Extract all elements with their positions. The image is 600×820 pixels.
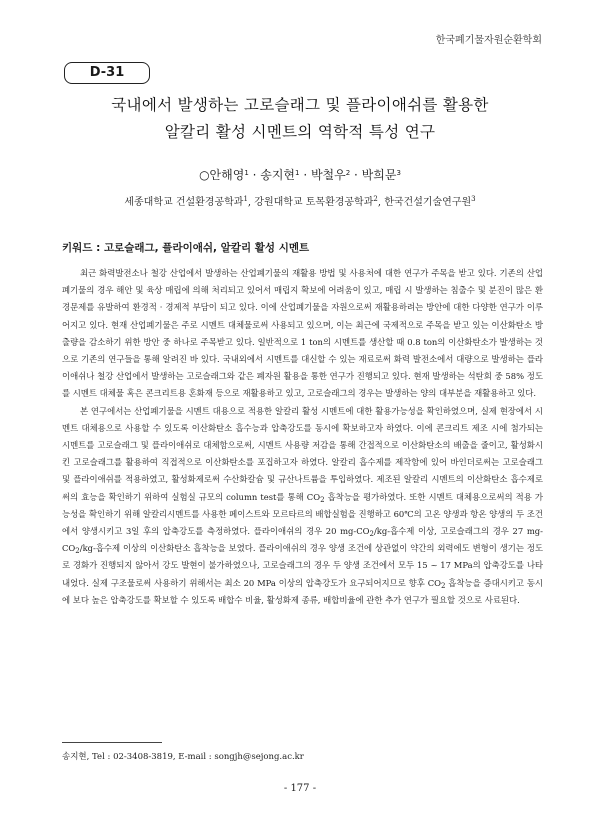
paragraph-2 [62, 403, 543, 609]
co2-subscript: 2 [75, 547, 80, 556]
keywords-text: 고로슬래그, 플라이애쉬, 알칼리 활성 시멘트 [103, 242, 310, 254]
author-separator: · [350, 168, 362, 182]
co2-subscript: 2 [440, 581, 446, 590]
footnote-divider [62, 742, 162, 743]
author-separator: · [248, 168, 261, 182]
author-affil-mark: 1 [244, 169, 249, 177]
paragraph-1: 최근 화력발전소나 철강 산업에서 발생하는 산업폐기물의 재활용 방법 및 사용처에 대한 연구가 주목을 받고 있다. 기존의 산업폐기물의 경우 해안 및 육상 매립에 의해 처리되고 있어서 매립지 확보에 어려움이 있고, 매립 시 발생하는 침출수 및 분진이 많은 환경문제를 유발하여 환경적 · 경제적 부담이 되고 있다. 이에 산업폐기물을 자원으로써 재활용하려는 방안에 대한 다양한 연구가 이루어지고 있다. 현재 산업폐기물은 주로 시멘트 대체물로써 사용되고 있으며, 이는 최근에 국제적으로 주목을 받고 있는 이산화탄소 방출량을 감소하기 위한 방안 중 하나로 주목받고 있다. 일반적으로 1 ton의 시멘트를 생산할 때 0.8 ton의 이산화탄소가 발생하는 것으로 기존의 연구들을 통해 알려진 바 있다. 국내외에서 시멘트를 대신할 수 있는 재료로써 화력 발전소에서 대량으로 발생하는 플라이애쉬나 철강 산업에서 발생하는 고로슬래그와 같은 폐자원 활용을 통한 연구가 진행되고 있다. 현재 발생하는 석탄회 중 58% 정도를 시멘트 대체물 혹은 콘크리트용 혼화재 등으로 재활용하고 있고, 고로슬래그의 경우는 발생하는 양의 대부분을 재활용하고 있다. [62, 268, 543, 399]
author-separator: · [299, 168, 311, 182]
author-affil-mark: 1 [295, 169, 300, 177]
affiliation-mark: 1 [243, 195, 248, 203]
affiliation-list: 세종대학교 건설환경공학과$^1$, 강원대학교 토목환경공학과$^2$, 한국건설기술연구원$^3$ [124, 195, 476, 208]
keywords-line [62, 240, 540, 255]
author-name: 박철우 [310, 168, 346, 182]
journal-header: 한국폐기물자원순환학회 [435, 35, 542, 46]
affiliation: 강원대학교 토목환경공학과 [254, 197, 374, 208]
affiliation-mark: 2 [373, 195, 378, 203]
corresponding-author-footnote: 송지현, Tel : 02-3408-3819, E-mail : songjh@sejong.ac.kr [62, 752, 304, 762]
affiliation: 한국건설기술연구원 [384, 197, 472, 208]
author-list [40, 166, 560, 183]
author-affil-mark: 2 [345, 169, 351, 177]
paragraph-2-part-e: 흡착능을 증대시키고 동시에 보다 높은 압축강도를 확보할 수 있도록 배합수 비율, 활성화제 종류, 배합비율에 관한 추가 연구가 필요할 것으로 사료된다. [62, 577, 544, 605]
paragraph-2-part-b: 흡착능을 평가하였다. 또한 시멘트 대체용으로써의 적용 가능성을 확인하기 위해 알칼리시멘트를 사용한 페이스트와 모르타르의 배합실험을 진행하고 60℃의 고온 양생과 항온 양생의 두 조건에서 양생시키고 3일 후의 압축강도를 측정하였다. 플라이애쉬의 경우 20 mg-CO [62, 491, 543, 537]
affiliation-mark: 3 [471, 195, 476, 203]
author-affil-mark: 3 [396, 169, 401, 177]
author-name: ○안해영 [199, 168, 245, 182]
paper-title-line-1: 국내에서 발생하는 고로슬래그 및 플라이애쉬를 활용한 [111, 96, 489, 114]
paper-code-badge: D-31 [64, 62, 150, 84]
paragraph-2-part-d: /kg-흡수제 이상의 이산화탄소 흡착능을 보였다. 플라이애쉬의 경우 양생 조건에 상관없이 약간의 외력에도 변형이 생기는 정도로 경화가 진행되지 않아서 강도 발현이 불가하였으나, 고로슬래그의 경우 두 양생 조건에서 모두 15 ~ 17 MPa의 압축강도를 나타내었다. 실제 구조물로써 사용하기 위해서는 최소 20 MPa 이상의 압축강도가 요구되어지므로 향후 CO [62, 543, 543, 588]
affiliation: 세종대학교 건설환경공학과 [124, 197, 244, 208]
co2-subscript: 2 [369, 530, 374, 539]
keywords-label: 키워드 : [62, 242, 101, 254]
author-name: 송지현 [260, 168, 296, 182]
co2-subscript: 2 [320, 495, 325, 504]
paragraph-2-part-a: 본 연구에서는 산업폐기물을 시멘트 대용으로 적용한 알칼리 활성 시멘트에 대한 활용가능성을 확인하였으며, 실제 현장에서 시멘트 대체용으로 사용할 수 있도록 이산화탄소 흡수능과 압축강도를 동시에 확보하고자 하였다. 이에 콘크리트 제조 시에 첨가되는 시멘트를 고로슬래그 및 플라이애쉬로 대체함으로써, 시멘트 사용량 저감을 통해 간접적으로 이산화탄소의 배출을 줄이고, 활성화시킨 고로슬래그를 활용하여 직접적으로 이산화탄소를 포집하고자 하였다. 알칼리 흡수제를 제작함에 있어 바인더로써는 고로슬래그 및 플라이애쉬를 적용하였고, 활성화제로써 수산화칼슘 및 규산나트륨을 투입하였다. 제조된 알칼리 시멘트의 이산화탄소 흡수제로써의 효능을 확인하기 위하여 실험실 규모의 column test를 통해 CO [62, 405, 543, 502]
abstract-body [62, 265, 543, 609]
author-name: 박희문 [361, 168, 397, 182]
page-number: - 177 - [283, 783, 317, 794]
paragraph-2-part-c: /kg-흡수제 이상, 고로슬래그의 경우 27 mg-CO [62, 526, 543, 554]
paper-title-line-2: 알칼리 활성 시멘트의 역학적 특성 연구 [164, 123, 436, 141]
